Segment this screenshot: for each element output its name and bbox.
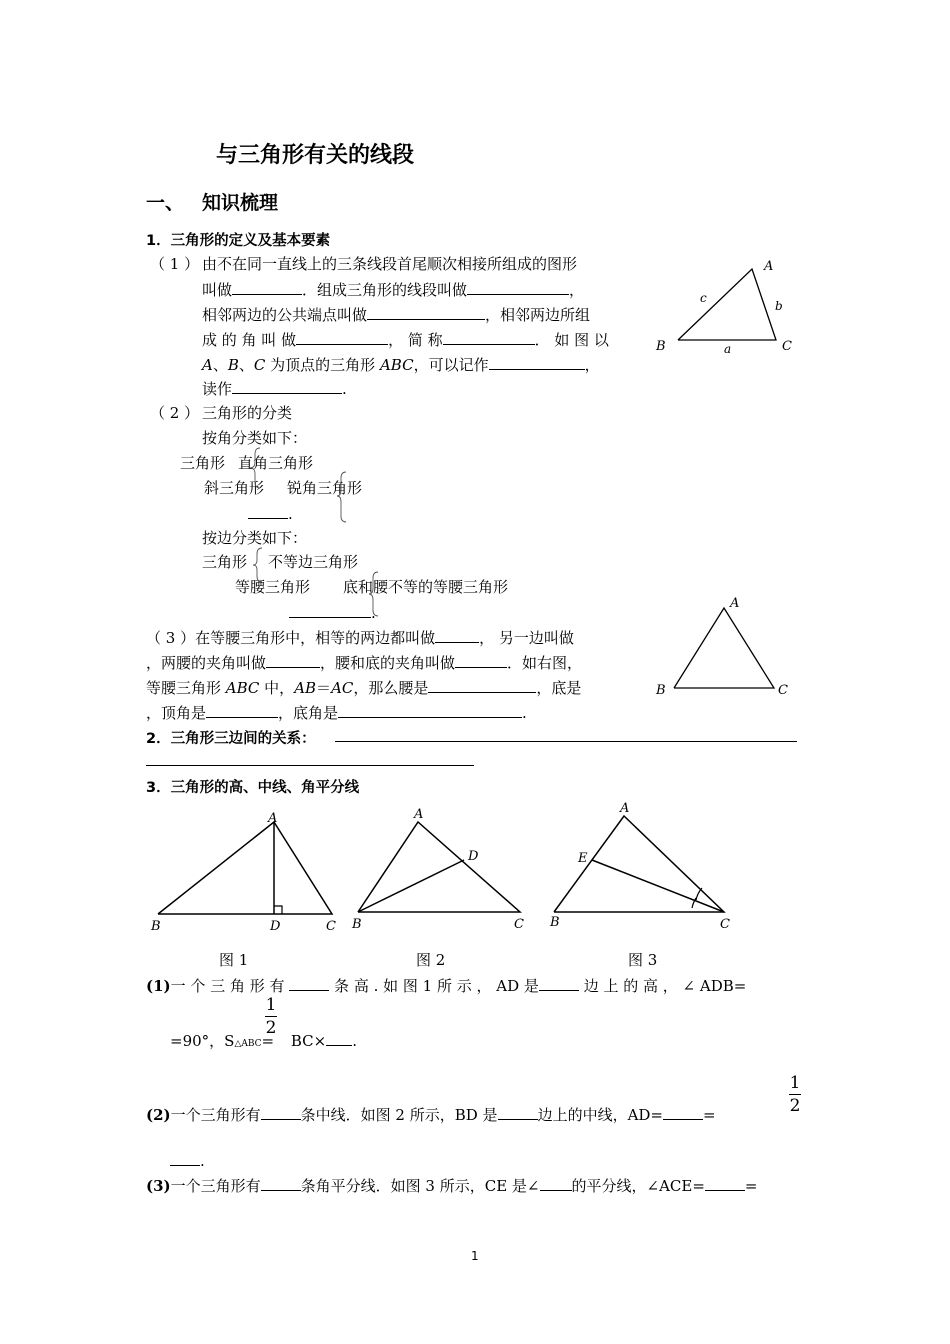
page-title: 与三角形有关的线段: [216, 142, 415, 168]
text: ，顶角是: [146, 704, 207, 722]
text: ，底是: [536, 679, 582, 697]
p2-line7b: 不等边三角形: [268, 553, 359, 571]
label-a: A: [620, 801, 630, 816]
question-number: (3): [146, 1177, 171, 1195]
p1-line3: [202, 304, 590, 325]
section-number: 一、: [146, 192, 185, 214]
text: AC: [331, 679, 354, 697]
p2-line4a: 斜三角形: [204, 479, 265, 497]
item2-heading: 2．三角形三边间的关系：: [146, 731, 316, 747]
p1-line5: [202, 354, 600, 375]
text: 读作: [202, 380, 233, 398]
brace-lines: [240, 440, 440, 620]
page-number: 1: [471, 1249, 479, 1263]
p2-line3a: 三角形: [180, 454, 226, 472]
text: BC×: [286, 1032, 327, 1050]
text: 的平分线，∠ACE=: [571, 1177, 705, 1195]
text: 成 的 角 叫 做: [202, 331, 297, 349]
item1-heading: 1．三角形的定义及基本要素: [146, 233, 331, 249]
answer-blank[interactable]: [289, 975, 329, 991]
q1-line1: [146, 975, 746, 996]
figure2-caption: 图 2: [416, 951, 446, 969]
p2-line8a: 等腰三角形: [235, 578, 311, 596]
subscript: △ABC: [234, 1039, 262, 1049]
text: ，可以记作: [413, 356, 489, 374]
answer-blank[interactable]: [539, 975, 579, 991]
answer-blank[interactable]: [455, 652, 507, 668]
text: .: [522, 704, 527, 722]
q3-line1: [146, 1175, 758, 1196]
answer-blank[interactable]: [705, 1175, 745, 1191]
answer-blank[interactable]: [326, 1030, 352, 1046]
label-a: A: [730, 596, 740, 611]
label-d: D: [468, 849, 479, 864]
text: .: [200, 1152, 205, 1170]
text: .: [371, 604, 376, 622]
question-number: (1): [146, 977, 171, 995]
label-b: B: [656, 339, 666, 354]
p2-line3b: 直角三角形: [238, 454, 314, 472]
label-a: A: [414, 807, 424, 822]
text: 、: [238, 356, 254, 374]
answer-line[interactable]: [335, 741, 797, 742]
text: 一个三角形有: [170, 1177, 261, 1195]
fraction-numerator: 1: [789, 1073, 801, 1093]
answer-blank[interactable]: [467, 279, 569, 295]
text: （ 3 ）在等腰三角形中，相等的两边都叫做: [146, 629, 436, 647]
text: ABC: [379, 356, 414, 374]
text: A: [202, 356, 213, 374]
label-c: C: [720, 917, 730, 932]
answer-blank[interactable]: [498, 1104, 538, 1120]
fraction-half: [789, 1074, 801, 1115]
fraction-denominator: 2: [789, 1096, 801, 1116]
p3-line4: [146, 702, 527, 723]
p3-line2: [146, 652, 582, 673]
figure1-altitude: [148, 808, 348, 933]
figure1-caption: 图 1: [219, 951, 249, 969]
label-b: B: [550, 915, 560, 930]
isosceles-triangle-figure: [652, 590, 802, 700]
text: 一个三角形有: [170, 1106, 261, 1124]
answer-blank[interactable]: [435, 627, 479, 643]
answer-blank[interactable]: [266, 652, 320, 668]
p2-line8b: 底和腰不等的等腰三角形: [343, 578, 509, 596]
text: ， 简 称: [388, 331, 443, 349]
text: ，那么腰是: [353, 679, 429, 697]
answer-blank[interactable]: [261, 1175, 301, 1191]
text: ． 如 图 以: [534, 331, 609, 349]
item3-heading: 3．三角形的高、中线、角平分线: [146, 780, 360, 796]
text: =: [703, 1106, 716, 1124]
answer-blank[interactable]: [367, 304, 485, 320]
text: ＝: [316, 679, 332, 697]
label-d: D: [270, 919, 281, 934]
answer-blank[interactable]: [170, 1150, 200, 1166]
label-a: A: [268, 811, 278, 826]
text: ，相邻两边所组: [485, 306, 591, 324]
p1-line2: [202, 279, 584, 300]
answer-blank[interactable]: [338, 702, 522, 718]
p2-line2: 按角分类如下：: [202, 429, 308, 447]
answer-blank[interactable]: [206, 702, 278, 718]
text: 条角平分线．如图 3 所示，CE 是∠: [300, 1177, 540, 1195]
text: ，: [584, 356, 600, 374]
p3-line1: [146, 627, 574, 648]
answer-line[interactable]: [146, 765, 474, 766]
fraction-bar: [265, 1016, 277, 1017]
text: =: [744, 1177, 758, 1195]
text: ，: [569, 281, 585, 299]
q2-line1: [146, 1104, 716, 1125]
text: ABC: [225, 679, 260, 697]
p3-line3: [146, 677, 581, 698]
text: 边 上 的 高 ， ∠ ADB=: [583, 977, 747, 995]
text: 中，: [259, 679, 295, 697]
figure3-bisector: [546, 798, 746, 932]
answer-blank[interactable]: [428, 677, 536, 693]
p1-mark: （ 1 ）: [150, 255, 200, 273]
label-c: C: [514, 917, 524, 932]
label-c: C: [778, 683, 788, 698]
answer-blank[interactable]: [489, 354, 585, 370]
answer-blank[interactable]: [296, 329, 388, 345]
text: B: [227, 356, 239, 374]
answer-blank[interactable]: [261, 1104, 301, 1120]
figure2-median: [348, 802, 538, 932]
text: 相邻两边的公共端点叫做: [202, 306, 368, 324]
p1-line1: 由不在同一直线上的三条线段首尾顺次相接所组成的图形: [202, 255, 578, 273]
question-number: (2): [146, 1106, 171, 1124]
side-c: c: [700, 291, 707, 305]
text: AB: [294, 679, 317, 697]
text: ，腰和底的夹角叫做: [320, 654, 456, 672]
text: 条 高 . 如 图 1 所 示 ， AD 是: [334, 977, 539, 995]
p1-line6: [202, 378, 347, 399]
figure3-caption: 图 3: [628, 951, 658, 969]
text: 等腰三角形: [146, 679, 226, 697]
text: ， 另一边叫做: [479, 629, 574, 647]
fraction-bar: [789, 1094, 801, 1095]
text: =90°，S: [170, 1032, 235, 1050]
text: C: [253, 356, 266, 374]
label-b: B: [151, 919, 161, 934]
text: ，底角是: [278, 704, 339, 722]
text: .: [352, 1032, 358, 1050]
side-a: a: [724, 342, 732, 356]
triangle-abc-figure: [652, 252, 802, 356]
text: .: [288, 505, 293, 523]
label-a: A: [764, 259, 774, 274]
p2-line7a: 三角形: [202, 553, 248, 571]
fraction-numerator: 1: [265, 995, 277, 1015]
text: 一 个 三 角 形 有: [170, 977, 285, 995]
answer-blank[interactable]: [232, 378, 342, 394]
answer-blank[interactable]: [663, 1104, 703, 1120]
p1-line4: [202, 329, 609, 350]
text: ，两腰的夹角叫做: [146, 654, 267, 672]
label-c: C: [326, 919, 336, 934]
text: 叫做: [202, 281, 233, 299]
p2-line6: 按边分类如下：: [202, 529, 308, 547]
q2-line2: [170, 1150, 205, 1171]
answer-blank[interactable]: [443, 329, 535, 345]
text: =: [261, 1032, 275, 1050]
answer-blank[interactable]: [540, 1175, 572, 1191]
p2-mark: （ 2 ）: [150, 404, 200, 422]
text: 、: [212, 356, 228, 374]
text: 边上的中线，AD=: [537, 1106, 663, 1124]
label-b: B: [656, 683, 666, 698]
q1-line2: [170, 1030, 357, 1054]
side-b: b: [775, 299, 783, 313]
answer-blank[interactable]: [232, 279, 302, 295]
text: 为顶点的三角形: [265, 356, 380, 374]
fraction-denominator: 2: [265, 1018, 277, 1038]
text: 条中线．如图 2 所示，BD 是: [300, 1106, 498, 1124]
p2-line1: 三角形的分类: [202, 404, 293, 422]
text: ．组成三角形的线段叫做: [302, 281, 468, 299]
text: .: [342, 380, 347, 398]
section-title: 知识梳理: [202, 192, 279, 214]
text: ．如右图，: [507, 654, 583, 672]
label-c: C: [782, 339, 792, 354]
label-e: E: [578, 851, 588, 866]
label-b: B: [352, 917, 362, 932]
p2-line4b: 锐角三角形: [287, 479, 363, 497]
